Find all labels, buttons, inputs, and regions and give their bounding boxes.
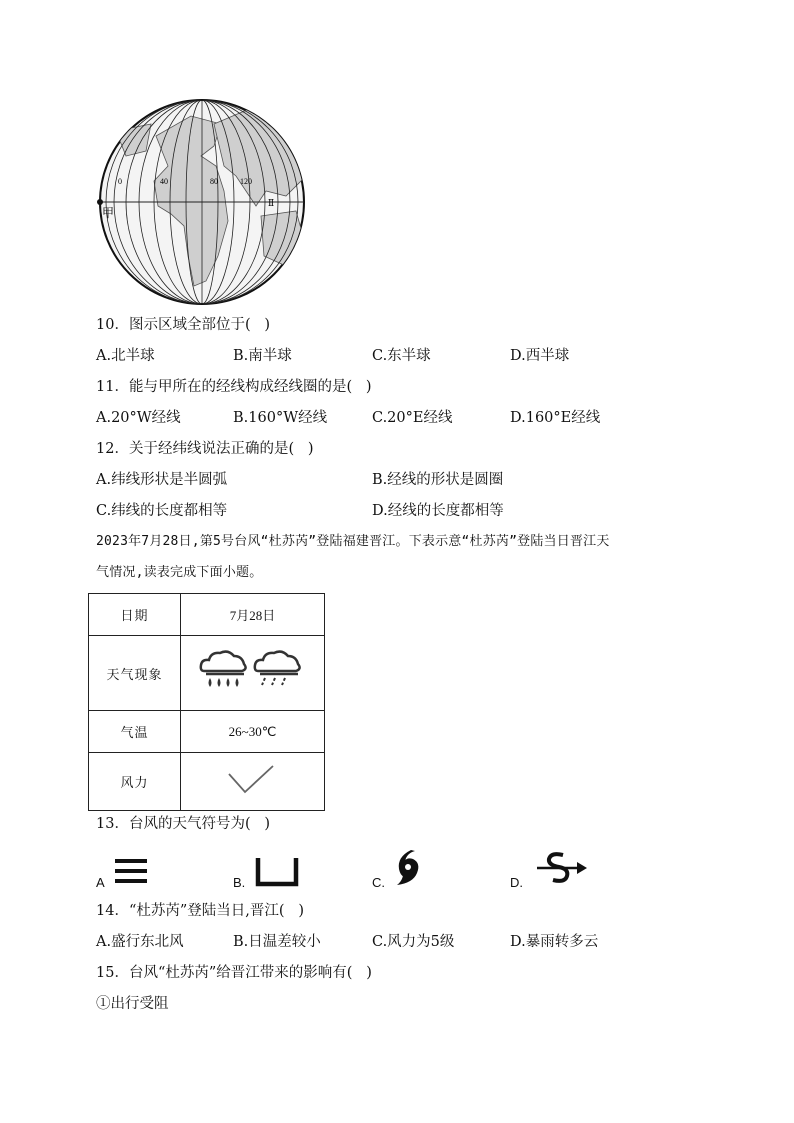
globe-lon-label-120: 120	[240, 177, 252, 186]
q14-option-c[interactable]: C.风力为5级	[372, 934, 455, 950]
q13-option-a-letter[interactable]: A	[96, 875, 105, 890]
q10-option-d[interactable]: D.西半球	[510, 348, 570, 364]
table-date-value: 7月28日	[181, 594, 325, 636]
wind-symbol-icon	[223, 760, 283, 800]
q12-option-a[interactable]: A.纬线形状是半圆弧	[96, 472, 228, 488]
q11-option-a[interactable]: A.20°W经线	[96, 410, 181, 426]
globe-lon-label-0: 0	[118, 177, 122, 186]
q11-option-b[interactable]: B.160°W经线	[233, 410, 328, 426]
point-jia-marker	[97, 199, 103, 205]
typhoon-symbol-icon[interactable]	[393, 847, 423, 887]
q10-option-a[interactable]: A.北半球	[96, 348, 155, 364]
q12-option-d[interactable]: D.经线的长度都相等	[372, 503, 504, 519]
q14-option-b[interactable]: B.日温差较小	[233, 934, 321, 950]
weather-table	[88, 593, 325, 811]
sandstorm-symbol-icon[interactable]	[535, 850, 589, 886]
q13-stem: 13．台风的天气符号为( )	[96, 816, 271, 832]
table-temp-value: 26~30℃	[181, 711, 325, 753]
q12-option-c[interactable]: C.纬线的长度都相等	[96, 503, 228, 519]
table-weather-label: 天气现象	[89, 636, 181, 711]
q14-option-a[interactable]: A.盛行东北风	[96, 934, 184, 950]
bracket-symbol-icon[interactable]	[254, 856, 300, 888]
q15-stem: 15．台风“杜苏芮”给晋江带来的影响有( )	[96, 965, 372, 981]
q11-option-c[interactable]: C.20°E经线	[372, 410, 453, 426]
passage-line-1: 2023年7月28日,第5号台风“杜苏芮”登陆福建晋江。下表示意“杜苏芮”登陆当日晋江天	[96, 534, 610, 549]
globe-lon-label-80: 80	[210, 177, 218, 186]
table-temp-label: 气温	[89, 711, 181, 753]
q10-option-c[interactable]: C.东半球	[372, 348, 431, 364]
table-weather-icons	[181, 636, 325, 711]
q11-option-d[interactable]: D.160°E经线	[510, 410, 601, 426]
passage-line-2: 气情况,读表完成下面小题。	[96, 565, 263, 580]
globe-point-label: 甲	[102, 206, 115, 220]
q14-stem: 14．“杜苏芮”登陆当日,晋江( )	[96, 903, 305, 919]
q10-option-b[interactable]: B.南半球	[233, 348, 292, 364]
rain-cloud-icon	[254, 652, 299, 685]
q14-option-d[interactable]: D.暴雨转多云	[510, 934, 599, 950]
globe-lon-label-40: 40	[160, 177, 168, 186]
table-wind-cell	[181, 753, 325, 811]
q12-option-b[interactable]: B.经线的形状是圆圈	[372, 472, 504, 488]
globe-lat-marker: Ⅱ	[268, 199, 275, 209]
q11-stem: 11．能与甲所在的经线构成经线圈的是( )	[96, 379, 372, 395]
table-date-label: 日期	[89, 594, 181, 636]
q12-stem: 12．关于经纬线说法正确的是( )	[96, 441, 314, 457]
q13-option-d-letter[interactable]: D.	[510, 875, 523, 890]
table-wind-label: 风力	[89, 753, 181, 811]
q15-item-1: ①出行受阻	[96, 996, 169, 1012]
q10-stem: 10．图示区域全部位于( )	[96, 317, 271, 333]
q13-option-b-letter[interactable]: B.	[233, 875, 246, 890]
fog-symbol-icon[interactable]	[113, 857, 149, 885]
globe-figure	[96, 96, 308, 308]
q13-option-c-letter[interactable]: C.	[372, 875, 385, 890]
heavy-rain-cloud-icon	[198, 647, 308, 695]
